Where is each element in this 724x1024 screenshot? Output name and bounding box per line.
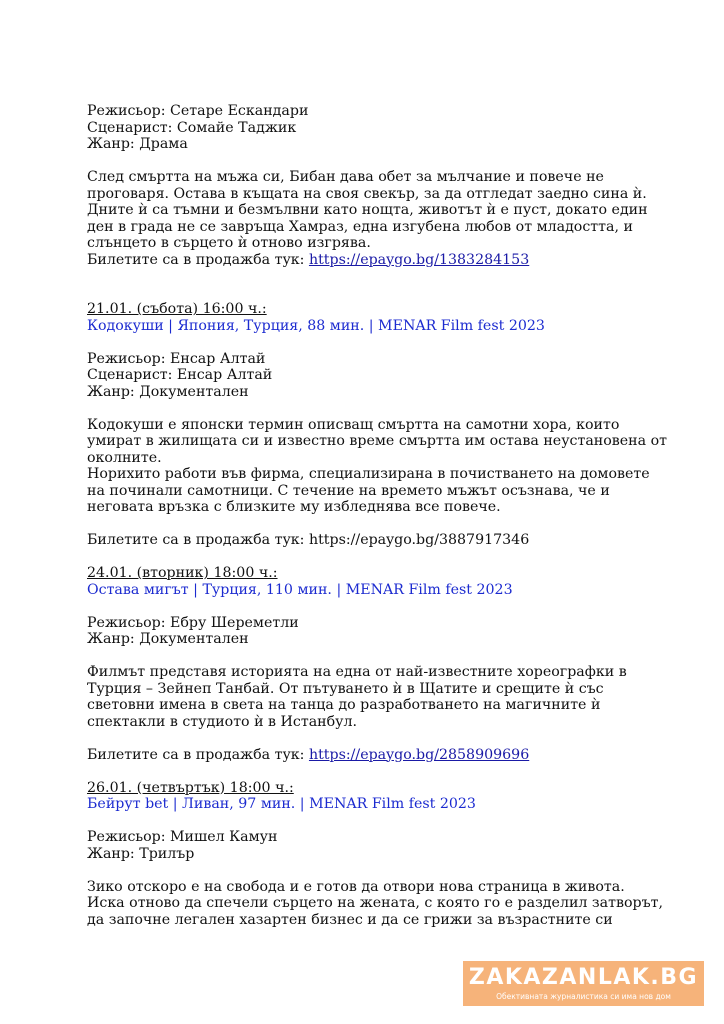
description-line: слънцето в сърцето ѝ отново изгрява. [87, 235, 371, 251]
description-line: ден в града не се завръща Хамраз, една изгубена любов от младостта, и [87, 218, 633, 235]
description-line: Дните ѝ са тъмни и безмълвни като нощта, животът ѝ е пуст, докато един [87, 202, 648, 218]
description-line: Турция – Зейнеп Танбай. От пътуването ѝ в Щатите и срещите ѝ със [87, 680, 604, 697]
genre-line: Жанр: Драма [87, 136, 188, 152]
genre-line: Жанр: Документален [87, 631, 249, 647]
description-line: След смъртта на мъжа си, Бибан дава обет за мълчание и повече не [87, 169, 604, 185]
site-logo[interactable] [463, 961, 704, 1006]
screening-date: 26.01. (четвъртък) 18:00 ч.: [87, 779, 294, 796]
logo-brand-text: ZAKAZANLAK.BG [468, 965, 699, 990]
description-line: Норихито работи във фирма, специализирана в почистването на домовете [87, 466, 650, 482]
genre-line: Жанр: Документален [87, 383, 249, 400]
logo-tagline: Обективната журналистика си има нов дом [496, 992, 671, 1001]
writer-line: Сценарист: Енсар Алтай [87, 367, 273, 383]
tickets-line: Билетите са в продажба тук: https://epaygo.bg/3887917346 [87, 532, 530, 548]
description-line: Кодокуши е японски термин описващ смъртта на самотни хора, които [87, 416, 620, 433]
tickets-label: Билетите са в продажба тук: [87, 746, 309, 763]
tickets-link[interactable]: https://epaygo.bg/2858909696 [308, 746, 530, 763]
film-title: Кодокуши | Япония, Турция, 88 мин. | MENAR Film fest 2023 [87, 317, 545, 334]
film-title: Бейрут bet | Ливан, 97 мин. | MENAR Film fest 2023 [87, 796, 476, 812]
screening-date: 21.01. (събота) 16:00 ч.: [87, 301, 267, 317]
description-line: световни имена в света на танца до разработването на магичните ѝ [87, 697, 601, 713]
description-line: околните. [87, 449, 162, 466]
description-line: на починали самотници. С течение на времето мъжът осъзнава, че и [87, 482, 610, 499]
description-line: Зико отскоро е на свобода и е готов да отвори нова страница в живота. [87, 878, 625, 895]
description-line: проговаря. Остава в къщата на своя свекър, за да отгледат заедно сина ѝ. [87, 185, 647, 202]
document-body [87, 103, 687, 928]
tickets-label: Билетите са в продажба тук: [87, 251, 309, 268]
tickets-line [87, 252, 687, 269]
tickets-line [87, 747, 687, 764]
genre-line: Жанр: Трилър [87, 845, 195, 862]
director-line: Режисьор: Сетаре Ескандари [87, 103, 309, 119]
tickets-link[interactable]: https://epaygo.bg/1383284153 [308, 251, 530, 268]
director-line: Режисьор: Ебру Шереметли [87, 614, 299, 631]
description-line: неговата връзка с близките му избледнява все повече. [87, 499, 501, 515]
director-line: Режисьор: Енсар Алтай [87, 350, 266, 367]
description-line: Иска отново да спечели сърцето на жената, с която го е разделил затворът, [87, 895, 663, 911]
director-line: Режисьор: Мишел Камун [87, 829, 278, 845]
description-line: да започне легален хазартен бизнес и да се грижи за възрастните си [87, 911, 613, 928]
film-title: Остава мигът | Турция, 110 мин. | MENAR Film fest 2023 [87, 581, 513, 598]
description-line: умират в жилищата си и известно време смъртта им остава неустановена от [87, 433, 667, 449]
description-line: спектакли в студиото ѝ в Истанбул. [87, 713, 358, 730]
writer-line: Сценарист: Сомайе Таджик [87, 119, 297, 136]
description-line: Филмът представя историята на една от най-известните хореографки в [87, 664, 627, 680]
screening-date: 24.01. (вторник) 18:00 ч.: [87, 565, 278, 581]
